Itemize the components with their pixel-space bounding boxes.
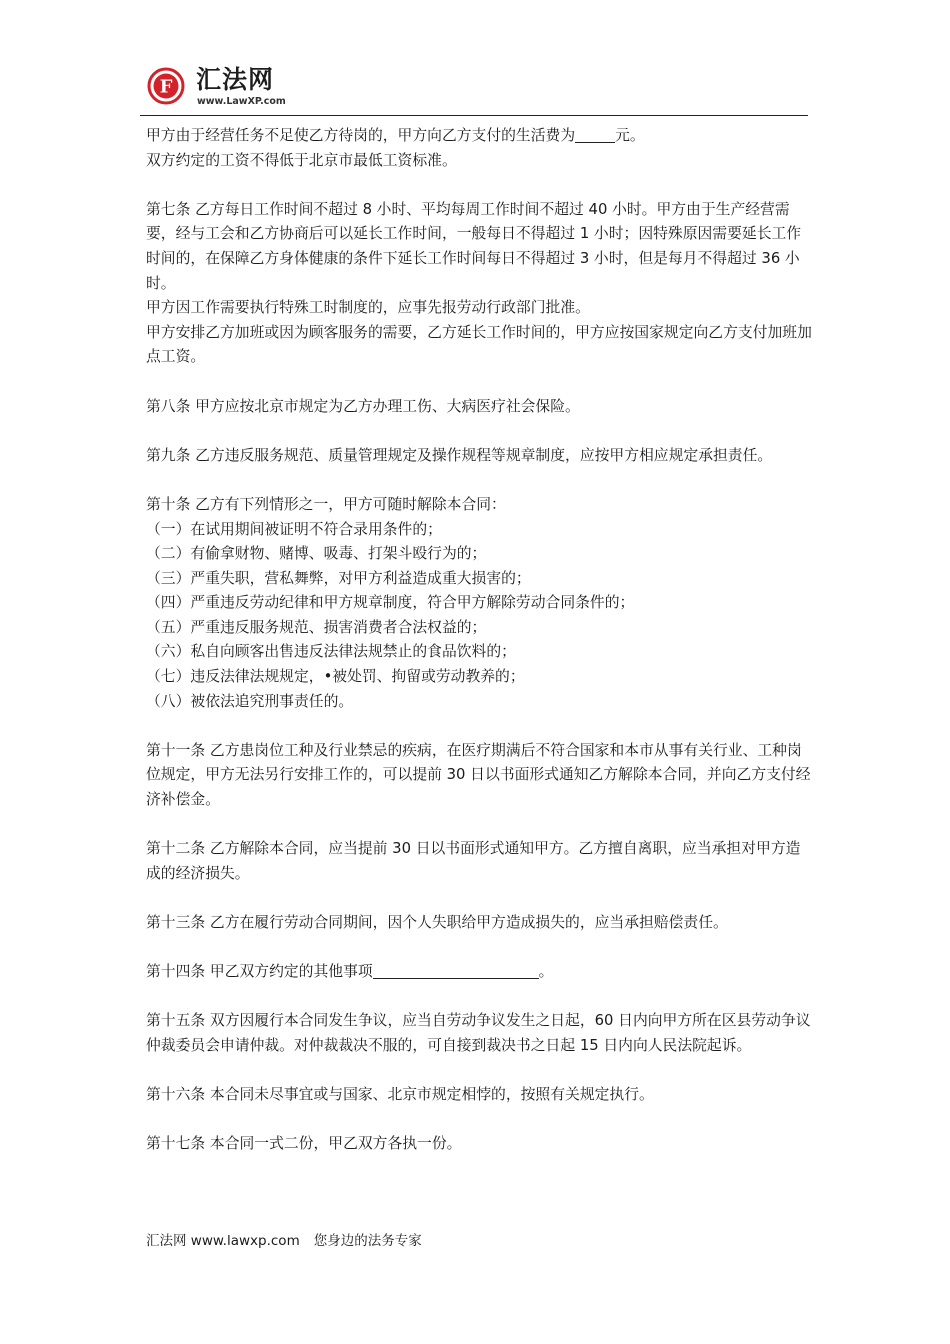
article-7-special-hours: 甲方因工作需要执行特殊工时制度的，应事先报劳动行政部门批准。	[146, 299, 590, 317]
document-header	[140, 62, 808, 116]
footer-slogan: 您身边的法务专家	[313, 1233, 422, 1249]
article-12: 第十二条 乙方解除本合同，应当提前 30 日以书面形式通知甲方。乙方擅自离职，应当承担对甲方造成的经济损失。	[146, 840, 801, 882]
article-10: 第十条 乙方有下列情形之一，甲方可随时解除本合同：	[146, 495, 506, 513]
contract-body	[146, 124, 812, 1157]
list-item: （五）严重违反服务规范、损害消费者合法权益的；	[146, 618, 487, 636]
article-16: 第十六条 本合同未尽事宜或与国家、北京市规定相悖的，按照有关规定执行。	[146, 1086, 654, 1104]
list-item: （四）严重违反劳动纪律和甲方规章制度，符合甲方解除劳动合同条件的；	[146, 594, 635, 612]
min-wage-line: 双方约定的工资不得低于北京市最低工资标准。	[146, 151, 457, 169]
list-item: （六）私自向顾客出售违反法律法规禁止的食品饮料的；	[146, 643, 516, 661]
list-item: （七）违反法律法规规定，•被处罚、拘留或劳动教养的；	[146, 668, 525, 686]
article-17: 第十七条 本合同一式二份，甲乙双方各执一份。	[146, 1135, 462, 1153]
article-14: 第十四条 甲乙双方约定的其他事项 。	[146, 963, 554, 981]
list-item: （三）严重失职，营私舞弊，对甲方利益造成重大损害的；	[146, 569, 531, 587]
footer-site: 汇法网 www.lawxp.com	[146, 1233, 300, 1249]
logo-url: www.LawXP.com	[197, 96, 286, 107]
article-13: 第十三条 乙方在履行劳动合同期间，因个人失职给甲方造成损失的，应当承担赔偿责任。	[146, 914, 728, 931]
article-7: 第七条 乙方每日工作时间不超过 8 小时、平均每周工作时间不超过 40 小时。甲方由于生产经营需要，经与工会和乙方协商后可以延长工作时间，一般每日不得超过 1 小时；因特殊原因需要延长工作时间的，在保障乙方身体健康的条件下延长工作时间每日不得超过 3 小时，但是每月不得超过 36 小时。	[146, 200, 802, 292]
article-11: 第十一条 乙方患岗位工种及行业禁忌的疾病，在医疗期满后不符合国家和本市从事有关行业、工种岗位规定，甲方无法另行安排工作的，可以提前 30 日以书面形式通知乙方解除本合同，并向乙方支付经济补偿金。	[146, 741, 811, 809]
header-divider	[140, 115, 808, 116]
list-item: （一）在试用期间被证明不符合录用条件的；	[146, 520, 442, 538]
logo-letter: F	[159, 76, 173, 98]
article-9: 第九条 乙方违反服务规范、质量管理规定及操作规程等规章制度，应按甲方相应规定承担责任。	[146, 446, 773, 464]
other-matters-blank	[373, 962, 539, 979]
document-footer	[146, 1232, 422, 1250]
lawxp-logo-icon	[147, 67, 185, 105]
living-allowance-line: 甲方由于经营任务不足使乙方待岗的，甲方向乙方支付的生活费为 元。	[146, 127, 645, 144]
list-item: （二）有偷拿财物、赌博、吸毒、打架斗殴行为的；	[146, 545, 487, 563]
article-15: 第十五条 双方因履行本合同发生争议，应当自劳动争议发生之日起，60 日内向甲方所在区县劳动争议仲裁委员会申请仲裁。对仲裁裁决不服的，可自接到裁决书之日起 15 日内向人民法院起诉。	[146, 1012, 811, 1054]
logo-name: 汇法网	[196, 65, 275, 94]
allowance-blank	[575, 126, 615, 143]
article-8: 第八条 甲方应按北京市规定为乙方办理工伤、大病医疗社会保险。	[146, 397, 580, 415]
list-item: （八）被依法追究刑事责任的。	[146, 692, 354, 710]
article-7-overtime-pay: 甲方安排乙方加班或因为顾客服务的需要，乙方延长工作时间的，甲方应按国家规定向乙方支付加班加点工资。	[146, 323, 812, 366]
